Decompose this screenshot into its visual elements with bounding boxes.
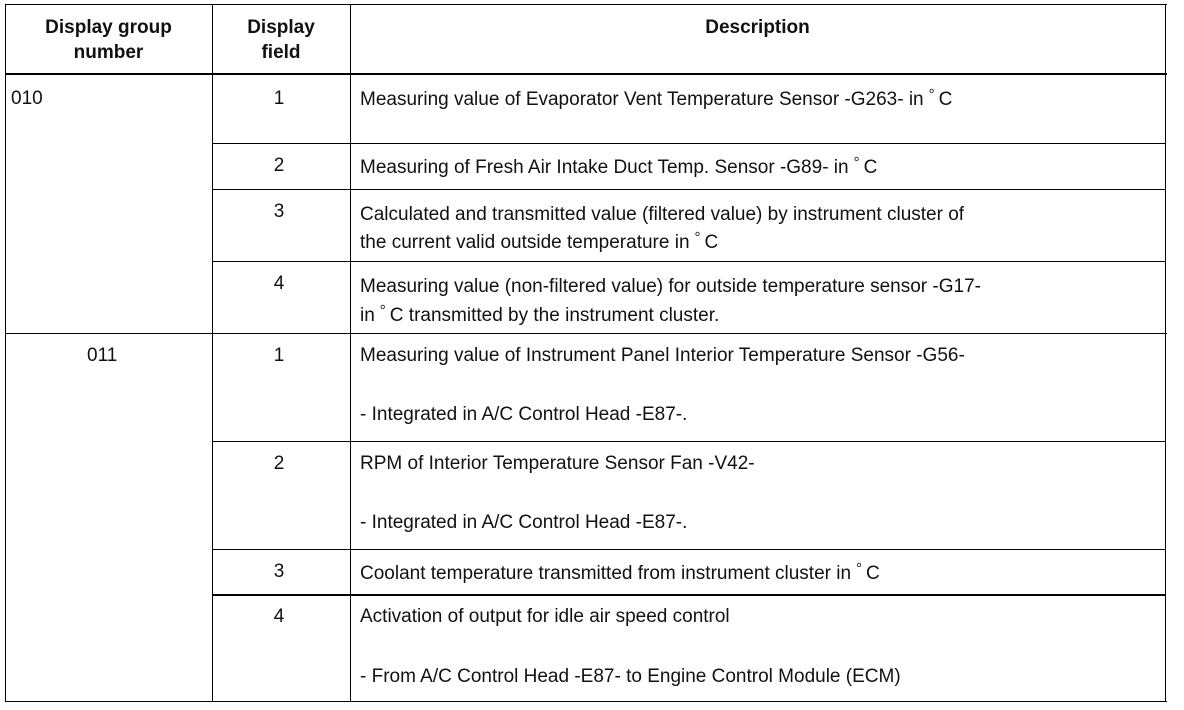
- table-border-bottom: [5, 701, 1167, 702]
- header-display-group-number: Display group number: [45, 17, 172, 63]
- field-cell: 3: [273, 561, 285, 582]
- field-cell: 2: [273, 453, 285, 474]
- field-cell: 2: [273, 155, 285, 176]
- description-cell: Coolant temperature transmitted from instrument cluster in ° C: [360, 560, 880, 584]
- description-cell: Measuring value (non-filtered value) for outside temperature sensor -G17- in ° C transmitted by the instrument cluster.: [360, 276, 981, 326]
- header-divider: [5, 73, 1167, 75]
- description-cell: Measuring value of Instrument Panel Interior Temperature Sensor -G56- - Integrated in A/C Control Head -E87-.: [360, 345, 965, 425]
- row-divider: [212, 441, 1166, 442]
- row-divider: [212, 189, 1166, 190]
- column-divider: [350, 4, 351, 702]
- row-divider: [212, 261, 1166, 262]
- group-divider: [5, 333, 1167, 334]
- description-cell: Measuring of Fresh Air Intake Duct Temp. Sensor -G89- in ° C: [360, 154, 878, 178]
- table-border-right: [1165, 4, 1166, 702]
- description-cell: Calculated and transmitted value (filtered value) by instrument cluster of the current valid outside temperature in ° C: [360, 204, 965, 253]
- description-cell: Measuring value of Evaporator Vent Temperature Sensor -G263- in ° C: [360, 86, 953, 110]
- group-number-cell: 010: [11, 88, 43, 109]
- row-divider: [212, 143, 1166, 144]
- degree-symbol: °: [856, 560, 863, 577]
- field-cell: 4: [273, 606, 285, 627]
- header-description: Description: [705, 17, 810, 38]
- description-cell: RPM of Interior Temperature Sensor Fan -V42- - Integrated in A/C Control Head -E87-.: [360, 453, 755, 533]
- degree-symbol: °: [853, 154, 860, 171]
- description-cell: Activation of output for idle air speed control - From A/C Control Head -E87- to Engine Control Module (ECM): [360, 606, 901, 687]
- field-cell: 1: [273, 88, 285, 109]
- table-border-top: [5, 4, 1167, 5]
- row-divider: [212, 594, 1166, 596]
- field-cell: 4: [273, 273, 285, 294]
- degree-symbol: °: [928, 86, 935, 103]
- degree-symbol: °: [379, 302, 386, 319]
- field-cell: 1: [273, 345, 285, 366]
- field-cell: 3: [273, 201, 285, 222]
- group-number-cell: 011: [87, 345, 118, 366]
- degree-symbol: °: [694, 229, 701, 246]
- header-display-field: Display field: [247, 17, 315, 63]
- table-border-left: [5, 4, 6, 702]
- row-divider: [212, 549, 1166, 550]
